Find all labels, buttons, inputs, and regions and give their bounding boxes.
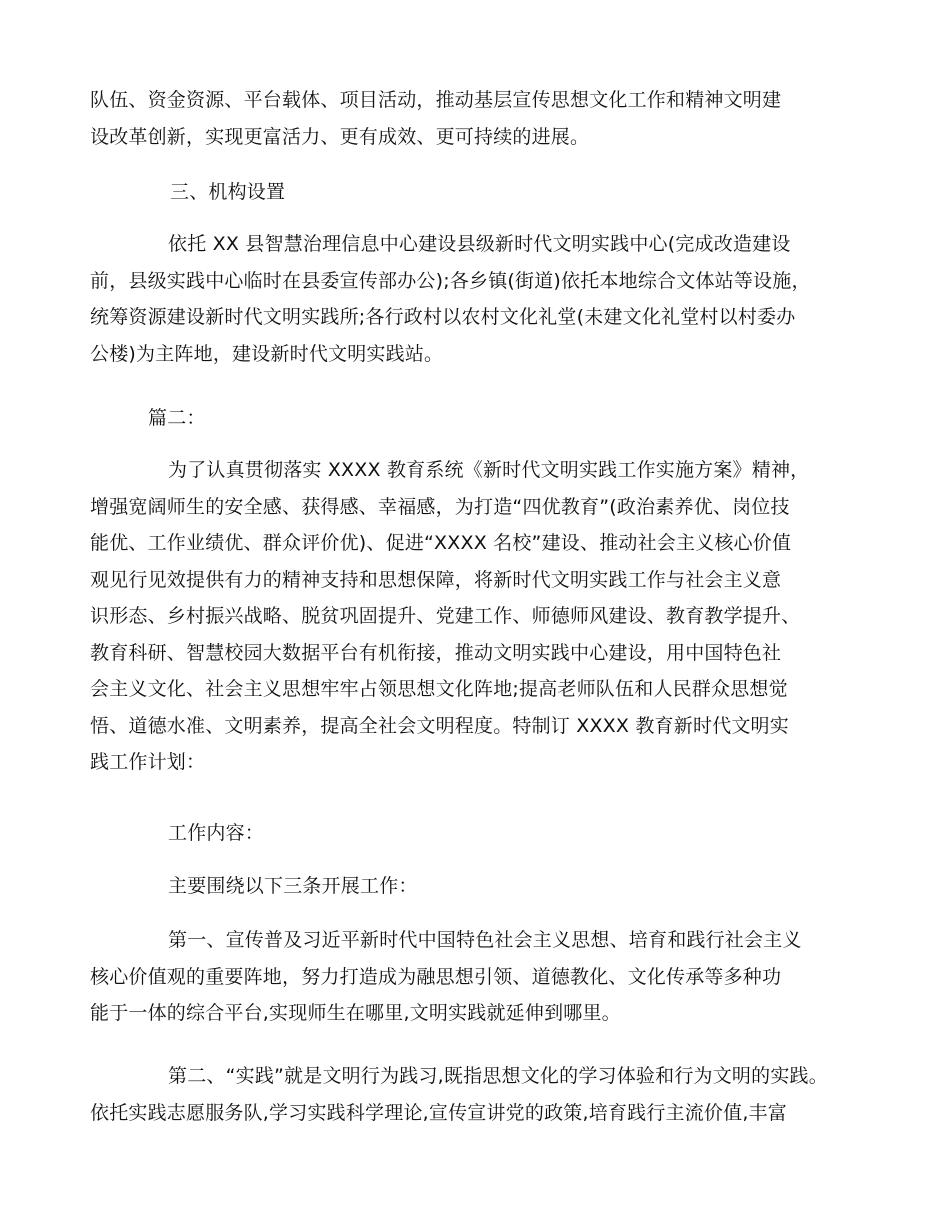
work-content-heading	[90, 815, 880, 852]
text-line: 公楼)为主阵地，建设新时代文明实践站。	[90, 342, 444, 365]
paragraph-intro	[90, 452, 880, 781]
section-heading	[90, 174, 880, 211]
text-line: 依托实践志愿服务队,学习实践科学理论,宣传宣讲党的政策,培育践行主流价值,丰富	[90, 1101, 787, 1124]
text-line: 统筹资源建设新时代文明实践所;各行政村以农村文化礼堂(未建文化礼堂村以村委办	[90, 306, 796, 328]
text-line: 依托 XX 县智慧治理信息中心建设县级新时代文明实践中心(完成改造建设	[168, 233, 791, 255]
work-summary	[90, 868, 880, 905]
text-line: 能于一体的综合平台,实现师生在哪里,文明实践就延伸到哪里。	[90, 1002, 621, 1024]
paragraph-second-point	[90, 1058, 880, 1131]
text-line: 篇二：	[148, 407, 206, 429]
text-line: 教育科研、智慧校园大数据平台有机衔接，推动文明实践中心建设，用中国特色社	[90, 641, 782, 664]
text-line: 识形态、乡村振兴战略、脱贫巩固提升、党建工作、师德师风建设、教育教学提升、	[90, 605, 801, 627]
text-line: 为了认真贯彻落实 XXXX 教育系统《新时代文明实践工作实施方案》精神，	[168, 459, 810, 481]
text-line: 观见行见效提供有力的精神支持和思想保障，将新时代文明实践工作与社会主义意	[90, 568, 782, 591]
text-line: 第二、“实践”就是文明行为践习,既指思想文化的学习体验和行为文明的实践。	[168, 1065, 828, 1087]
text-line: 第一、宣传普及习近平新时代中国特色社会主义思想、培育和践行社会主义	[168, 929, 802, 951]
text-line: 践工作计划：	[90, 751, 206, 773]
text-line: 工作内容：	[168, 822, 265, 844]
text-line: 会主义文化、社会主义思想牢牢占领思想文化阵地;提高老师队伍和人民群众思想觉	[90, 678, 788, 700]
paragraph-organization	[90, 226, 880, 372]
paragraph-first-point	[90, 922, 880, 1032]
text-line: 三、机构设置	[170, 181, 286, 203]
text-line: 队伍、资金资源、平台载体、项目活动，推动基层宣传思想文化工作和精神文明建	[90, 89, 782, 111]
text-line: 悟、道德水准、文明素养，提高全社会文明程度。特制订 XXXX 教育新时代文明实	[90, 714, 789, 737]
text-line: 增强宽阔师生的安全感、获得感、幸福感，为打造“四优教育”(政治素养优、岗位技	[90, 495, 790, 518]
paragraph-continuation	[90, 82, 880, 155]
text-line: 设改革创新，实现更富活力、更有成效、更可持续的进展。	[90, 125, 590, 148]
text-line: 主要围绕以下三条开展工作：	[168, 875, 418, 897]
part-label	[90, 400, 880, 437]
text-line: 前，县级实践中心临时在县委宣传部办公);各乡镇(街道)依托本地综合文体站等设施，	[90, 269, 811, 292]
text-line: 核心价值观的重要阵地，努力打造成为融思想引领、道德教化、文化传承等多种功	[90, 965, 782, 988]
text-line: 能优、工作业绩优、群众评价优)、促进“XXXX 名校”建设、推动社会主义核心价值	[90, 532, 792, 554]
